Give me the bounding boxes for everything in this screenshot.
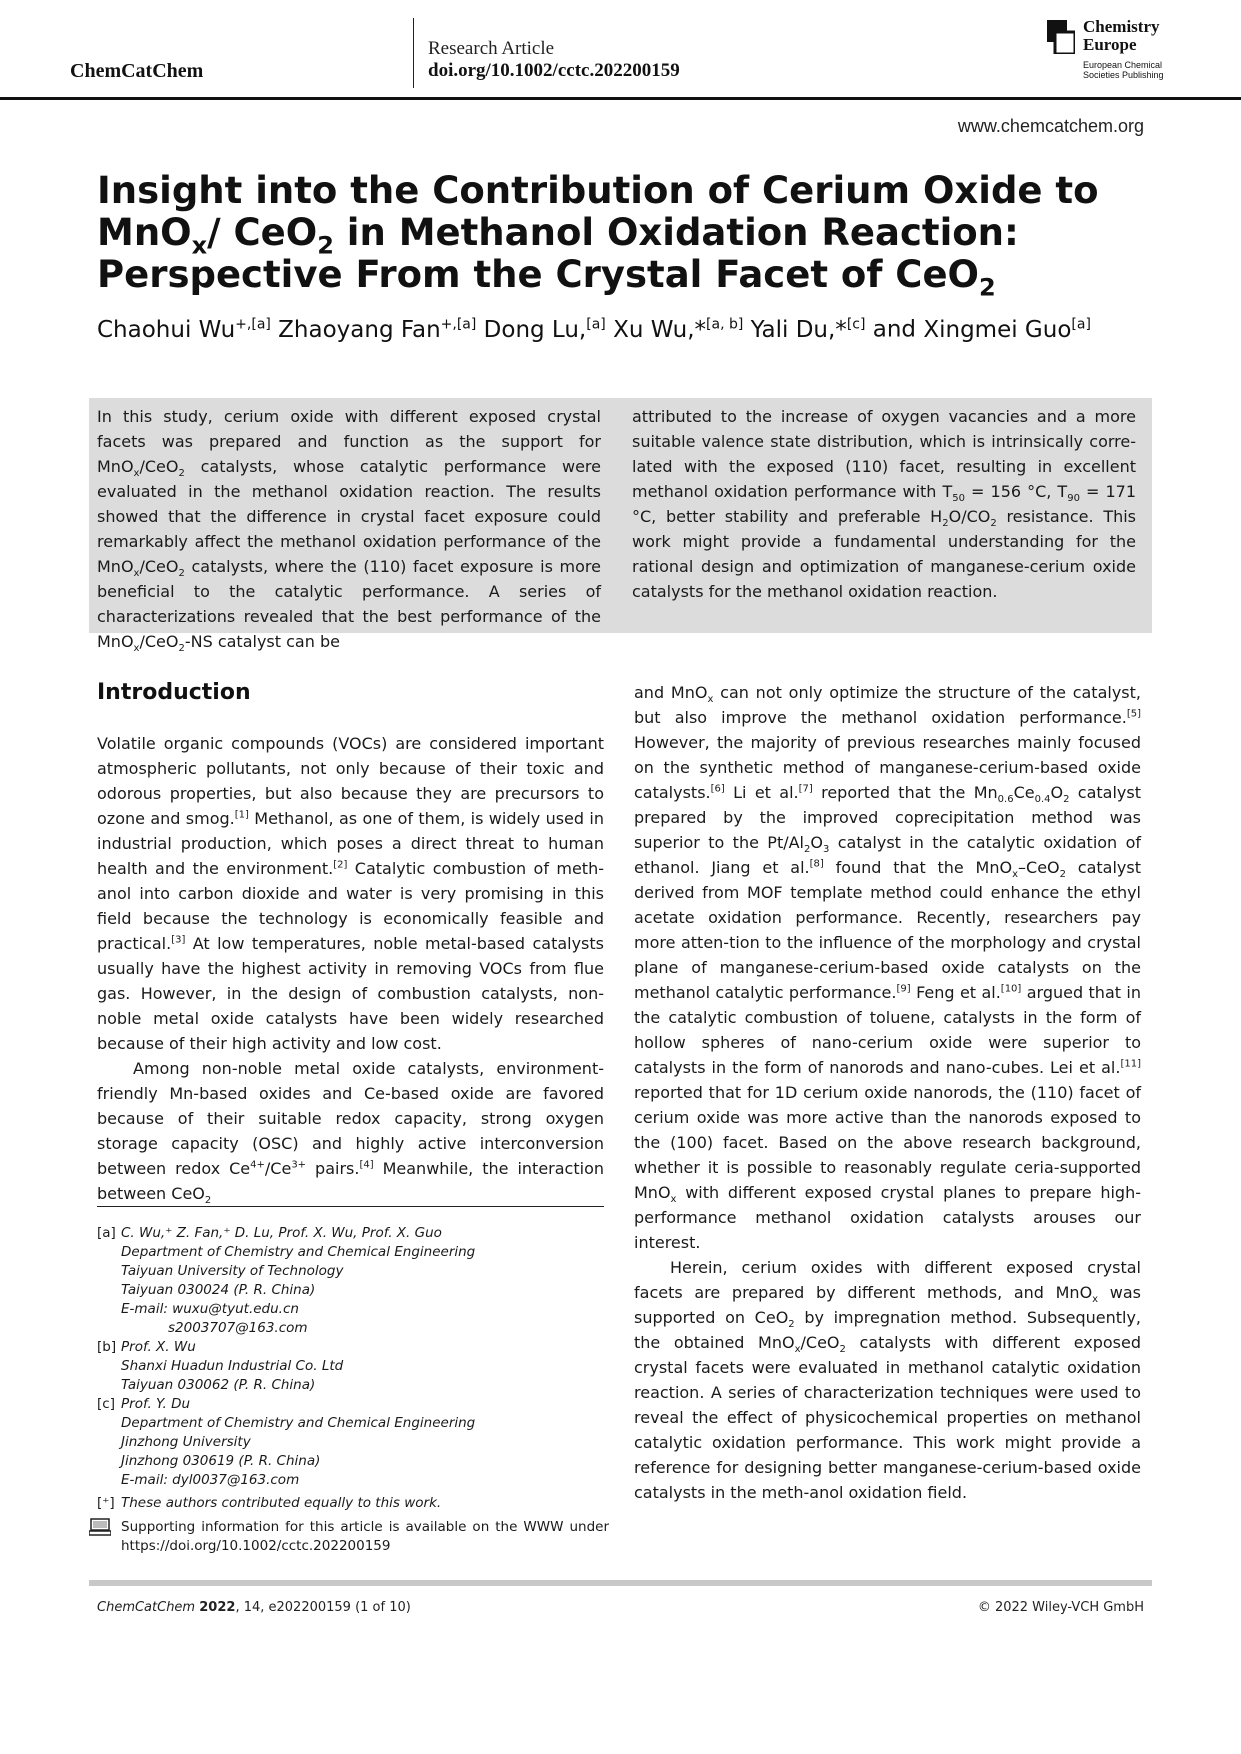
- author[interactable]: Dong Lu,[a]: [483, 316, 606, 343]
- affiliation-key: [c]: [97, 1396, 115, 1412]
- publisher-name-line1: Chemistry: [1083, 17, 1160, 36]
- affiliation-key: [b]: [97, 1339, 117, 1355]
- citation-link[interactable]: [1]: [234, 809, 249, 821]
- footnote-rule: [97, 1206, 604, 1207]
- email-link[interactable]: s2003707@163.com: [168, 1320, 308, 1336]
- author[interactable]: Xu Wu,*[a, b]: [613, 316, 744, 343]
- author[interactable]: Chaohui $Wu^{+,[a]}$: [97, 316, 271, 343]
- journal-name: ChemCatChem: [70, 60, 204, 82]
- citation-link[interactable]: [3]: [171, 934, 186, 946]
- affiliation-item: [a] C. Wu,⁺ Z. Fan,⁺ D. Lu, Prof. X. Wu, Prof. X. Guo Department of Chemistry and Chemical Engineering Taiyuan University of Technology Taiyuan 030024 (P. R. China) E-mail: wuxu@tyut.edu.cn s2003707@163.com: [97, 1224, 617, 1338]
- citation-link[interactable]: [2]: [333, 859, 348, 871]
- footer-copyright: © 2022 Wiley-VCH GmbH: [977, 1600, 1144, 1615]
- supporting-info-note: [89, 1518, 609, 1556]
- publisher-logo-icon: [1047, 20, 1075, 54]
- publisher-logo[interactable]: [1047, 18, 1177, 82]
- header-divider: [413, 18, 414, 88]
- citation-link[interactable]: [6]: [710, 783, 725, 795]
- author[interactable]: Xingmei Guo[a]: [923, 316, 1091, 343]
- email-link[interactable]: E-mail: dyl0037@163.com: [121, 1472, 300, 1488]
- citation-link[interactable]: [9]: [896, 983, 911, 995]
- computer-icon: [89, 1518, 111, 1536]
- publisher-subtitle-line2: Societies Publishing: [1083, 70, 1164, 80]
- paragraph: Herein, cerium oxides with different exposed crystal facets are prepared by different methods, and MnO$_x$ was supported on CeO$_2$ by impregnation method. Subsequently, the obtained MnO$_x$/CeO$_2$ catalysts with different exposed crystal facets were evaluated in methanol catalytic oxidation reaction. A series of characterization techniques were used to reveal the effect of physicochemical properties on methanol catalytic oxidation performance. This work might provide a reference for designing better manganese-cerium-based oxide catalysts in the meth-anol oxidation field.: [634, 1258, 1142, 1502]
- article-title: Insight into the Contribution of Cerium Oxide to MnO$_x$/ CeO$_2$ in Methanol Oxidation Reaction: Perspective From the Crystal Facet of CeO$_2$: [97, 169, 1099, 302]
- affiliation-key: [⁺]: [97, 1495, 115, 1511]
- paragraph: Volatile organic compounds (VOCs) are considered important atmospheric pollutants, not only because of their toxic and odorous properties, but also because they are precursors to ozone and smog.[1] Methanol, as one of them, is widely used in industrial production, which poses a direct threat to human health and the environment.[2] Catalytic combustion of meth-anol into carbon dioxide and water is very promising in this field because the technology is economically feasible and practical.[3] At low temperatures, noble metal-based catalysts usually have the highest activity in removing VOCs from flue gas. However, in the design of combustion catalysts, non-noble metal oxide catalysts have been widely researched because of their high activity and low cost.: [97, 734, 605, 1053]
- author[interactable]: Zhaoyang Fan$^{+,[a]}$: [278, 316, 477, 343]
- footer-citation: ChemCatChem 2022, 14, e202200159 (1 of 10): [97, 1600, 411, 1615]
- affiliations: [97, 1224, 617, 1513]
- footer-rule: [89, 1580, 1152, 1586]
- citation-link[interactable]: [8]: [809, 858, 824, 870]
- section-heading-introduction: Introduction: [97, 680, 251, 705]
- journal-website-link[interactable]: www.chemcatchem.org: [957, 116, 1144, 136]
- affiliation-key: [a]: [97, 1225, 116, 1241]
- author[interactable]: Yali Du,*[c]: [750, 316, 866, 343]
- affiliation-item: [c] Prof. Y. Du Department of Chemistry and Chemical Engineering Jinzhong University Jinzhong 030619 (P. R. China) E-mail: dyl0037@163.com: [97, 1395, 617, 1490]
- publisher-subtitle-line1: European Chemical: [1083, 60, 1163, 70]
- paragraph: Among non-noble metal oxide catalysts, environment-friendly Mn-based oxides and Ce-based oxide are favored because of their suitable redox capacity, strong oxygen storage capacity (OSC) and highly active interconversion between redox $Ce^{4+}/Ce^{3+}$ pairs.[4] Meanwhile, the interaction between CeO$_2$: [97, 1059, 604, 1207]
- body-left-column: [97, 731, 604, 1206]
- body-right-column: [634, 680, 1141, 1505]
- paragraph: and MnO$_x$ can not only optimize the structure of the catalyst, but also improve the methanol oxidation performance.[5] However, the majority of previous researches mainly focused on the synthetic method of manganese-cerium-based oxide catalysts.[6] Li et al.[7] reported that the $Mn_{0.6}Ce_{0.4}O_2$ catalyst prepared by the improved coprecipitation method was superior to the $Pt/Al_2O_3$ catalyst in the catalytic oxidation of ethanol. Jiang et al.[8] found that the MnO$_x$–CeO$_2$ catalyst derived from MOF template method could enhance the ethyl acetate oxidation performance. Recently, researchers pay more atten-tion to the influence of the morphology and crystal plane of manganese-cerium-based oxide catalysts on the methanol catalytic performance.[9] Feng et al.[10] argued that in the catalytic combustion of toluene, catalysts in the form of hollow spheres of nano-cerium oxide were superior to catalysts in the form of nanorods and nano-cubes. Lei et al.[11] reported that for 1D cerium oxide nanorods, the (110) facet of cerium oxide was more active than the nanorods exposed to the (100) facet. Based on the above research background, whether it is possible to reasonably regulate ceria-supported MnO$_x$ with different exposed crystal planes to prepare high-performance methanol oxidation catalysts arouses our interest.: [634, 683, 1142, 1252]
- abstract-right-column: attributed to the increase of oxygen vacancies and a more suitable valence state distribution, which is intrinsically corre-lated with the exposed (110) facet, resulting in excellent methanol oxidation performance with $T_{50} = 156$ °C, $T_{90} = 171$ °C, better stability and preferable $H_2O/CO_2$ resistance. This work might provide a fundamental understanding for the rational design and optimization of manganese-cerium oxide catalysts for the methanol oxidation reaction.: [632, 407, 1137, 601]
- citation-link[interactable]: [5]: [1126, 708, 1141, 720]
- affiliation-item: [b] Prof. X. Wu Shanxi Huadun Industrial Co. Ltd Taiyuan 030062 (P. R. China): [97, 1339, 344, 1393]
- article-type: Research Article: [428, 38, 555, 59]
- citation-link[interactable]: [11]: [1120, 1058, 1141, 1070]
- citation-link[interactable]: [10]: [1000, 983, 1022, 995]
- abstract-box: [89, 398, 1152, 655]
- supporting-info-link[interactable]: Supporting information for this article is available on the WWW under https://doi.org/10.1002/cctc.202200159: [121, 1519, 609, 1554]
- header-rule: [0, 97, 1241, 100]
- doi-link[interactable]: doi.org/10.1002/cctc.202200159: [428, 60, 680, 81]
- author-list: Chaohui $Wu^{+,[a]}$ Zhaoyang Fan$^{+,[a]}$ Dong Lu,[a] Xu Wu,*[a, b] Yali Du,*[c] and Xingmei Guo[a]: [97, 316, 1091, 343]
- citation-link[interactable]: [4]: [359, 1159, 374, 1171]
- citation-link[interactable]: [7]: [798, 783, 813, 795]
- abstract-left-column: In this study, cerium oxide with different exposed crystal facets was prepared and function as the support for MnO$_x$/CeO$_2$ catalysts, whose catalytic performance were evaluated in the methanol oxidation reaction. The results showed that the difference in crystal facet exposure could remarkably affect the methanol oxidation performance of the MnO$_x$/CeO$_2$ catalysts, where the (110) facet exposure is more beneficial to the catalytic performance. A series of characterizations revealed that the best performance of the MnO$_x$/CeO$_2$-NS catalyst can be: [97, 407, 601, 655]
- email-link[interactable]: E-mail: wuxu@tyut.edu.cn: [121, 1301, 299, 1317]
- affiliation-item: [⁺] These authors contributed equally to this work.: [97, 1495, 442, 1511]
- publisher-name-line2: Europe: [1083, 35, 1137, 54]
